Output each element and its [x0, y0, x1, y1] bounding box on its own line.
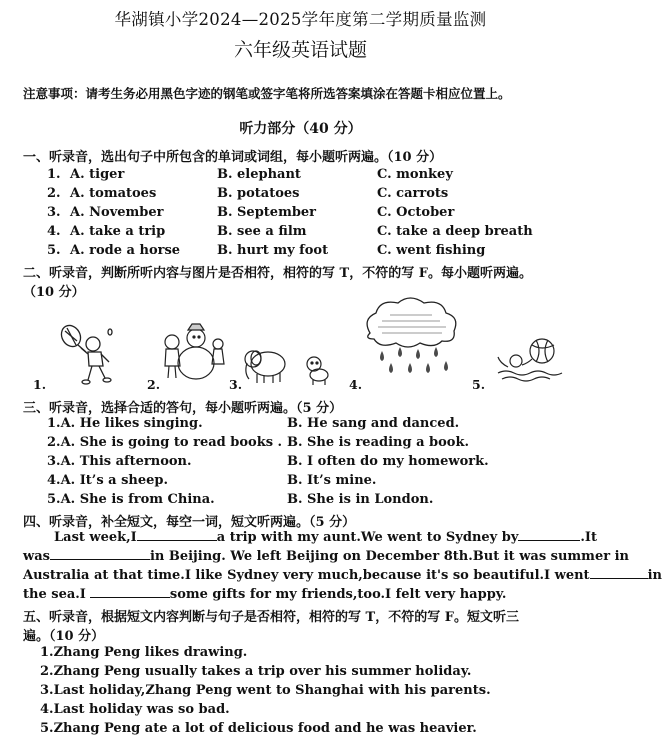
option-b: B. She is reading a book. [287, 435, 470, 450]
picture-label: 1. [33, 377, 47, 392]
option-a: A. tiger [70, 167, 125, 182]
passage-text: .It [580, 530, 598, 545]
statement-item: 2.Zhang Peng usually takes a trip over his summer holiday. [40, 664, 472, 679]
option-b: B. She is in London. [287, 492, 434, 507]
part-title: 听力部分（40 分） [239, 121, 362, 137]
question-number: 2. [47, 186, 61, 201]
picture-label: 5. [472, 377, 486, 392]
passage-text: a trip with my aunt.We went to Sydney by [216, 530, 519, 545]
option-b: B. He sang and danced. [287, 416, 460, 431]
question-number: 3. [47, 205, 61, 220]
answer-blank[interactable] [90, 585, 170, 598]
answer-blank[interactable] [518, 528, 580, 541]
option-b: B. potatoes [217, 186, 300, 201]
passage-line-4 [23, 585, 585, 605]
passage-text: in [647, 568, 662, 583]
option-b: B. I often do my homework. [287, 454, 489, 469]
statement-item: 1.Zhang Peng likes drawing. [40, 645, 248, 660]
section5-heading: 五、听录音，根据短文内容判断与句子是否相符，相符的写 T，不符的写 F。短文听三 [23, 610, 519, 625]
swimmer-picture [496, 337, 566, 382]
answer-blank[interactable] [50, 547, 150, 560]
badminton-player-picture [55, 320, 125, 390]
option-b: B. see a film [217, 224, 307, 239]
passage-text: in Beijing. We left Beijing on December 8th.But it was summer in [149, 549, 629, 564]
option-c: C. take a deep breath [377, 224, 533, 239]
answer-blank[interactable] [590, 566, 648, 579]
option-b: B. hurt my foot [217, 243, 329, 258]
section1-heading: 一、听录音，选出句子中所包含的单词或词组，每小题听两遍。（10 分） [23, 150, 443, 165]
passage-text: the sea.I [23, 587, 86, 602]
rain-cloud-picture [360, 295, 460, 380]
passage-text: Last week,I [54, 530, 137, 545]
passage-text: Australia at that time.I like Sydney very much,because it's so beautiful.I went [23, 568, 590, 583]
option-a: 3.A. This afternoon. [47, 454, 192, 469]
exam-title: 六年级英语试题 [233, 39, 367, 61]
question-number: 1. [47, 167, 61, 182]
option-b: B. It’s mine. [287, 473, 377, 488]
option-c: C. monkey [377, 167, 453, 182]
passage-line-3 [23, 566, 662, 586]
picture-label: 4. [349, 377, 363, 392]
option-a: A. November [70, 205, 164, 220]
passage-text: was [23, 549, 50, 564]
school-title: 华湖镇小学2024—2025学年度第二学期质量监测 [114, 10, 487, 29]
answer-blank[interactable] [137, 528, 217, 541]
section5-heading-score: 遍。（10 分） [23, 629, 105, 644]
option-a: 2.A. She is going to read books . [47, 435, 283, 450]
option-a: 4.A. It’s a sheep. [47, 473, 169, 488]
option-c: C. carrots [377, 186, 449, 201]
picture-label: 2. [147, 377, 161, 392]
passage-line-1 [54, 528, 598, 548]
option-a: A. take a trip [70, 224, 166, 239]
option-b: B. September [217, 205, 317, 220]
option-c: C. October [377, 205, 455, 220]
option-a: A. tomatoes [70, 186, 157, 201]
section2-heading: 二、听录音，判断所听内容与图片是否相符，相符的写 T，不符的写 F。每小题听两遍。 [23, 266, 532, 281]
option-a: A. rode a horse [70, 243, 181, 258]
option-b: B. elephant [217, 167, 301, 182]
option-a: 1.A. He likes singing. [47, 416, 203, 431]
section2-heading-score: （10 分） [23, 285, 85, 300]
question-number: 4. [47, 224, 61, 239]
statement-item: 3.Last holiday,Zhang Peng went to Shanghai with his parents. [40, 683, 491, 698]
statement-item: 5.Zhang Peng ate a lot of delicious food and he was heavier. [40, 721, 477, 736]
section3-heading: 三、听录音，选择合适的答句，每小题听两遍。（5 分） [23, 401, 343, 416]
passage-line-2 [23, 547, 629, 567]
option-a: 5.A. She is from China. [47, 492, 215, 507]
option-c: C. went fishing [377, 243, 486, 258]
snowman-picture [160, 318, 225, 382]
picture-label: 3. [229, 377, 243, 392]
passage-text: some gifts for my friends,too.I felt very happy. [169, 587, 507, 602]
question-number: 5. [47, 243, 61, 258]
elephant-and-dog-picture [243, 345, 338, 387]
notice: 注意事项：请考生务必用黑色字迹的钢笔或签字笔将所选答案填涂在答题卡相应位置上。 [23, 86, 511, 101]
statement-item: 4.Last holiday was so bad. [40, 702, 230, 717]
section4-heading: 四、听录音，补全短文，每空一词，短文听两遍。（5 分） [23, 515, 356, 530]
